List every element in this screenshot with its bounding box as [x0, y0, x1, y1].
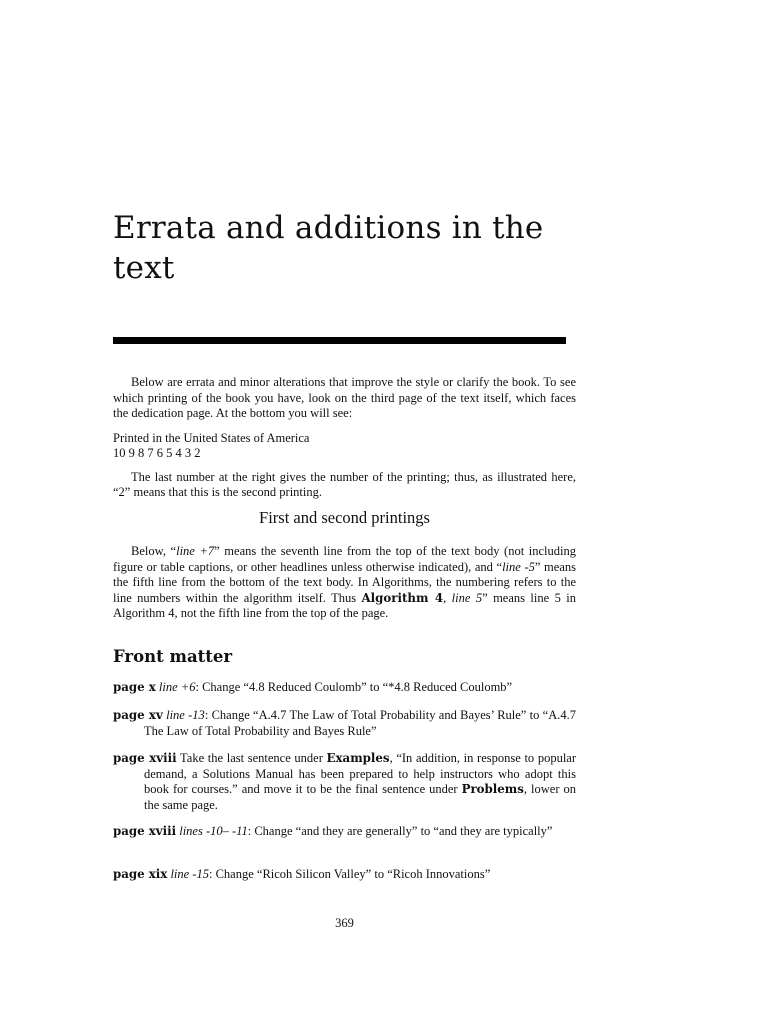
page-ref: page xviii	[113, 824, 177, 838]
text-run: Below, “	[131, 544, 177, 558]
page-title: Errata and additions in the text	[113, 210, 544, 286]
intro-block	[113, 375, 576, 501]
line-ref: line -15	[170, 867, 209, 881]
line-ref: line 5	[451, 590, 483, 605]
entry-text: : Change “Ricoh Silicon Valley” to “Ricoh Innovations”	[208, 867, 491, 881]
line-ref: line -13	[166, 708, 205, 722]
entry-text: : Change “4.8 Reduced Coulomb” to “*4.8 Reduced Coulomb”	[195, 680, 513, 694]
text-run: ” means line 5 in Algorithm 4, not the fifth line from the top of the page.	[113, 590, 577, 620]
section-heading-front-matter: Front matter	[113, 647, 233, 666]
printings-paragraph	[113, 544, 576, 622]
section-heading-printings: First and second printings	[259, 508, 430, 527]
line-ref: line -5	[502, 559, 535, 574]
entry-text: : Change “and they are generally” to “and they are typically”	[247, 824, 553, 838]
text-run: ” means the seventh line from the top of the text body (not including figure or table captions, or other headlines unless otherwise indicated), and “	[113, 544, 576, 574]
intro-paragraph: Below are errata and minor alterations that improve the style or clarify the book. To see which printing of the book you have, look on the third page of the text itself, which faces the dedication page. At the bottom you will see:	[113, 375, 576, 420]
algorithm-ref: Algorithm 4	[361, 590, 444, 605]
entry-text: : Change “A.4.7 The Law of Total Probability and Bayes’ Rule” to “A.4.7 The Law of Total Probability and Bayes Rule”	[144, 708, 576, 738]
line-ref: line +6	[158, 680, 196, 694]
errata-entry	[113, 824, 576, 840]
title-rule	[113, 337, 566, 344]
page-ref: page x	[113, 680, 156, 694]
errata-entry	[113, 867, 576, 883]
errata-entry	[113, 751, 576, 813]
text-run: ” means the fifth line from the bottom of the text body. In Algorithms, the numbering refers to the line numbers within the algorithm itself. Thus	[113, 559, 576, 605]
imprint-line-1: Printed in the United States of America	[113, 430, 310, 445]
page-ref: page xviii	[113, 751, 177, 765]
bold-term: Examples	[326, 751, 390, 765]
page-number: 369	[335, 916, 354, 930]
printings-block	[113, 544, 576, 622]
page-ref: page xv	[113, 708, 163, 722]
errata-entry	[113, 680, 576, 696]
bold-term: Problems	[461, 782, 524, 796]
entry-text: , lower on the same page.	[144, 782, 576, 812]
entry-text: Take the last sentence under	[176, 751, 327, 765]
imprint-line-2: 10 9 8 7 6 5 4 3 2	[113, 446, 201, 460]
errata-entry	[113, 708, 576, 739]
printing-paragraph: The last number at the right gives the number of the printing; thus, as illustrated here, “2” means that this is the second printing.	[113, 469, 576, 499]
line-ref: lines -10– -11	[179, 824, 248, 838]
text-run: ,	[443, 590, 452, 605]
line-ref: line +7	[176, 544, 215, 558]
page-ref: page xix	[113, 867, 168, 881]
entry-text: , “In addition, in response to popular demand, a Solutions Manual has been prepared to help instructors who adopt this book for courses.” and move it to be the final sentence under	[144, 751, 577, 796]
